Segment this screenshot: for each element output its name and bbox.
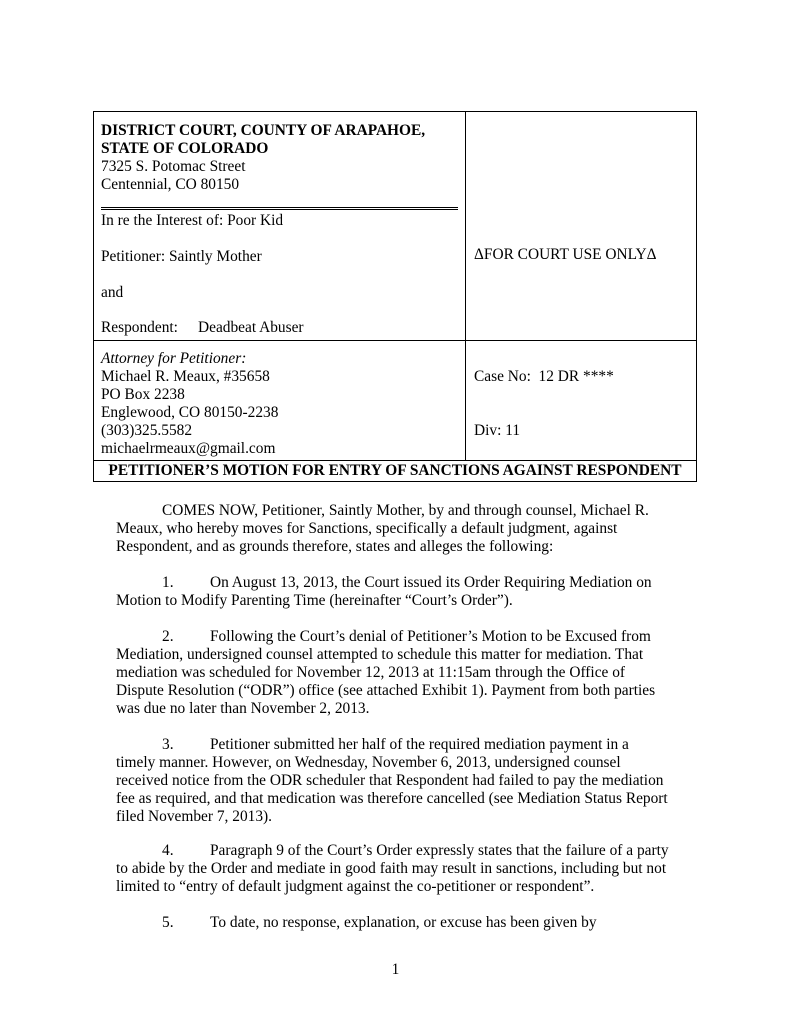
- court-info-cell: [94, 112, 466, 340]
- paragraph-4-line-1: Paragraph 9 of the Court’s Order expressly states that the failure of a party: [210, 842, 669, 859]
- paragraph-2-line-4: Dispute Resolution (“ODR”) office (see attached Exhibit 1). Payment from both parties: [116, 682, 656, 699]
- court-address-city: Centennial, CO 80150: [101, 176, 240, 193]
- intro-line-1: COMES NOW, Petitioner, Saintly Mother, by and through counsel, Michael R.: [162, 502, 649, 519]
- paragraph-3-line-1: Petitioner submitted her half of the required mediation payment in a: [210, 736, 629, 753]
- and-line: and: [101, 284, 124, 301]
- paragraph-3-line-4: fee as required, and that medication was therefore cancelled (see Mediation Status Report: [116, 790, 668, 807]
- paragraph-1-line-1: On August 13, 2013, the Court issued its Order Requiring Mediation on: [210, 574, 652, 591]
- intro-line-3: Respondent, and as grounds therefore, states and alleges the following:: [116, 538, 554, 555]
- petitioner-line: Petitioner: Saintly Mother: [101, 248, 262, 265]
- paragraph-1-line-2: Motion to Modify Parenting Time (hereinafter “Court’s Order”).: [116, 592, 513, 609]
- paragraph-4-line-3: limited to “entry of default judgment against the co-petitioner or respondent”.: [116, 878, 595, 895]
- paragraph-4-line-2: to abide by the Order and mediate in good faith may result in sanctions, including but not: [116, 860, 667, 877]
- respondent-name: Deadbeat Abuser: [198, 319, 304, 336]
- attorney-cell: [94, 340, 466, 460]
- paragraph-2-line-1: Following the Court’s denial of Petitioner’s Motion to be Excused from: [210, 628, 651, 645]
- motion-title: PETITIONER’S MOTION FOR ENTRY OF SANCTIONS AGAINST RESPONDENT: [108, 462, 682, 479]
- paragraph-3-number: 3.: [162, 736, 174, 753]
- attorney-city: Englewood, CO 80150-2238: [101, 404, 279, 421]
- paragraph-3-line-3: received notice from the ODR scheduler that Respondent had failed to pay the mediation: [116, 772, 664, 789]
- case-number: Case No: 12 DR ****: [474, 368, 614, 385]
- motion-title-cell: [94, 460, 696, 481]
- paragraph-3-line-2: timely manner. However, on Wednesday, November 6, 2013, undersigned counsel: [116, 754, 621, 771]
- paragraph-3-line-5: filed November 7, 2013).: [116, 808, 273, 825]
- division: Div: 11: [474, 422, 521, 439]
- case-number-cell: [466, 340, 696, 460]
- case-caption-table: [93, 111, 697, 482]
- court-use-only-label: ΔFOR COURT USE ONLYΔ: [474, 246, 657, 263]
- intro-line-2: Meaux, who hereby moves for Sanctions, specifically a default judgment, against: [116, 520, 618, 537]
- court-use-cell: [466, 112, 696, 340]
- attorney-phone: (303)325.5582: [101, 422, 193, 439]
- paragraph-2-number: 2.: [162, 628, 174, 645]
- paragraph-2-line-3: mediation was scheduled for November 12, 2013 at 11:15am through the Office of: [116, 664, 626, 681]
- in-re-line: In re the Interest of: Poor Kid: [101, 212, 284, 229]
- attorney-po-box: PO Box 2238: [101, 386, 185, 403]
- paragraph-1-number: 1.: [162, 574, 174, 591]
- attorney-name: Michael R. Meaux, #35658: [101, 368, 270, 385]
- respondent-label: Respondent:: [101, 319, 178, 336]
- court-name-line1: DISTRICT COURT, COUNTY OF ARAPAHOE,: [101, 122, 426, 139]
- paragraph-2-line-5: was due no later than November 2, 2013.: [116, 700, 370, 717]
- paragraph-2-line-2: Mediation, undersigned counsel attempted to schedule this matter for mediation. That: [116, 646, 644, 663]
- court-address-street: 7325 S. Potomac Street: [101, 158, 246, 175]
- double-rule-divider: [101, 207, 458, 210]
- page-number: 1: [391, 961, 400, 978]
- court-name-line2: STATE OF COLORADO: [101, 140, 269, 157]
- paragraph-5-line-1: To date, no response, explanation, or excuse has been given by: [210, 914, 597, 931]
- attorney-email: michaelrmeaux@gmail.com: [101, 440, 276, 457]
- paragraph-4-number: 4.: [162, 842, 174, 859]
- attorney-label: Attorney for Petitioner:: [101, 350, 247, 367]
- paragraph-5-number: 5.: [162, 914, 174, 931]
